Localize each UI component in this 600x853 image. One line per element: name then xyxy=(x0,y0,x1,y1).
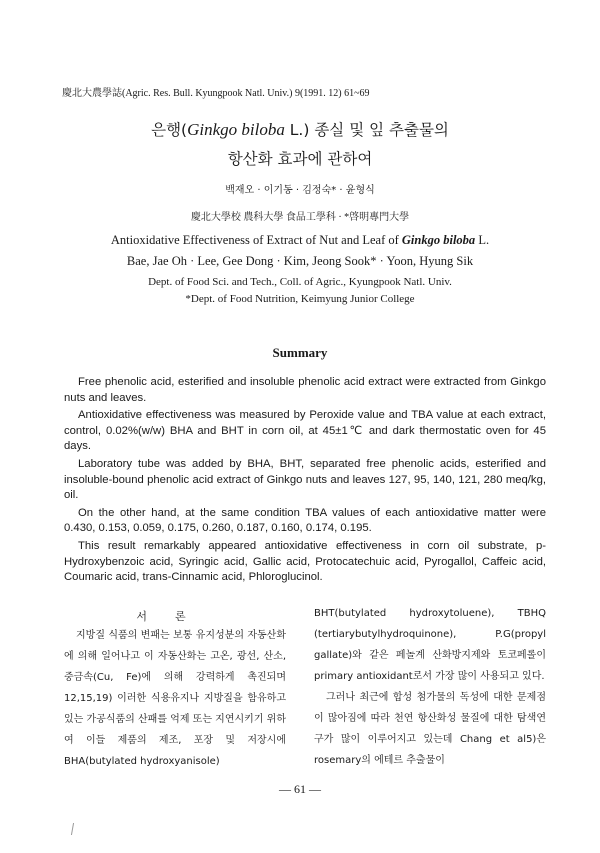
paper-title-ko-line2: 항산화 효과에 관하여 xyxy=(227,150,373,168)
scan-mark xyxy=(71,823,80,835)
summary-paragraph: Laboratory tube was added by BHA, BHT, separated free phenolic acids, esterified and insoluble-bound phenolic acid extract of Ginkgo nuts and leaves 127, 95, 140, 121, 280 meq/kg, oil. xyxy=(64,457,546,502)
department-2: *Dept. of Food Nutrition, Keimyung Junior College xyxy=(185,293,415,305)
english-title-species: Ginkgo biloba xyxy=(401,233,476,247)
body-paragraph: 그러나 최근에 합성 첨가물의 독성에 대한 문제점이 많아짐에 따라 천연 항산화성 물질에 대한 탐색연구가 많이 이루어지고 있는데 Chang et al5)은 rosemary의 에테르 추출물이 xyxy=(314,692,546,766)
summary-heading: Summary xyxy=(272,345,328,360)
body-right-column xyxy=(314,603,546,771)
body-left-column xyxy=(64,625,286,772)
title-prefix: 은행( xyxy=(151,121,188,139)
title-species: Ginkgo biloba xyxy=(187,120,285,139)
section-heading-introduction: 서론 xyxy=(136,610,214,623)
authors-korean: 백재오 · 이기동 · 김정숙* · 윤형식 xyxy=(225,185,375,196)
summary-paragraph: This result remarkably appeared antioxidative effectiveness in corn oil substrate, p-Hydroxybenzoic acid, Syringic acid, Gallic acid, Protocatechuic acid, Pyrogallol, Caffeic acid, Coumaric acid, trans-Cinnamic acid, Phloroglucinol. xyxy=(64,539,546,584)
page-number: — 61 — xyxy=(279,782,321,796)
summary-paragraph: Free phenolic acid, esterified and insoluble phenolic acid extract were extracted from Ginkgo nuts and leaves. xyxy=(64,376,546,404)
paper-title-english xyxy=(0,233,600,248)
english-title-suffix: L. xyxy=(475,233,490,247)
summary-body xyxy=(64,375,546,586)
body-paragraph: BHT(butylated hydroxytoluene), TBHQ (tertiarybutylhydroquinone), P.G(propyl gallate)와 같은 페놀계 산화방지제와 토코페롤이 primary antioxidant로서 가장 많이 사용되고 있다. xyxy=(314,608,546,682)
affiliation-korean: 慶北大學校 農科大學 食品工學科 · *啓明專門大學 xyxy=(190,212,410,223)
body-paragraph: 지방질 식품의 변패는 보통 유지성분의 자동산화에 의해 일어나고 이 자동산화는 고온, 광선, 산소, 중금속(Cu, Fe)에 의해 강력하게 촉진되며12,15,19) 이러한 식용유지나 지방질을 함유하고 있는 가공식품의 산패를 억제 또는 지연시키기 위하여 이들 제품의 제조, 포장 및 저장시에 BHA(butylated hydroxyanisole) xyxy=(64,630,286,767)
english-title-prefix: Antioxidative Effectiveness of Extract of Nut and Leaf of xyxy=(110,233,402,247)
paper-title-ko-line1 xyxy=(0,118,600,140)
summary-paragraph: On the other hand, at the same condition TBA values of each antioxidative matter were 0.430, 0.153, 0.059, 0.175, 0.260, 0.187, 0.160, 0.174, 0.195. xyxy=(64,506,546,535)
department-1: Dept. of Food Sci. and Tech., Coll. of Agric., Kyungpook Natl. Univ. xyxy=(148,276,452,288)
title-suffix: L.) 종실 및 잎 추출물의 xyxy=(284,121,449,139)
authors-english: Bae, Jae Oh · Lee, Gee Dong · Kim, Jeong Sook* · Yoon, Hyung Sik xyxy=(126,254,474,268)
summary-paragraph: Antioxidative effectiveness was measured by Peroxide value and TBA value at each extract, control, 0.02%(w/w) BHA and BHT in corn oil, at 45±1℃ and dark thermostatic oven for 45 days. xyxy=(64,409,546,453)
journal-citation: 慶北大農學誌(Agric. Res. Bull. Kyungpook Natl. Univ.) 9(1991. 12) 61~69 xyxy=(62,88,370,99)
